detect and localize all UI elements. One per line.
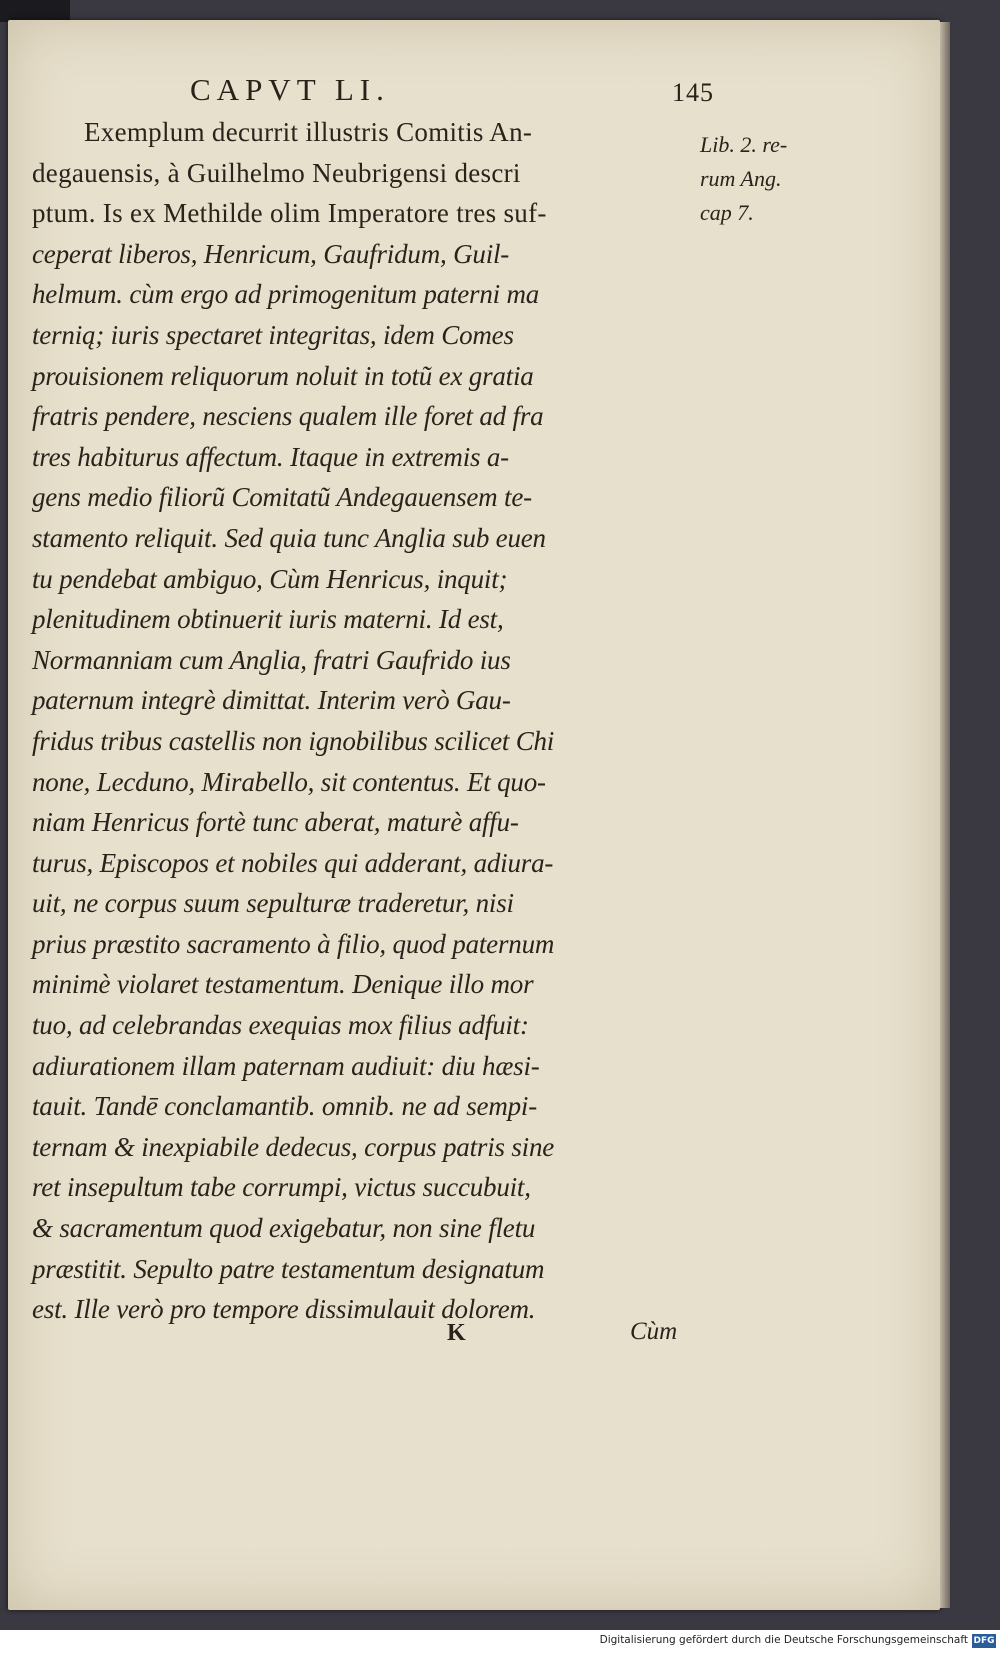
text-line: ret insepultum tabe corrumpi, victus succubuit,	[32, 1172, 531, 1203]
text-line: minimè violaret testamentum. Denique illo mor	[32, 969, 534, 1000]
text-line: fratris pendere, nesciens qualem ille foret ad fra	[32, 401, 544, 432]
page-number: 145	[672, 78, 714, 107]
digitization-footer	[0, 1630, 1000, 1653]
signature-mark: K	[447, 1320, 466, 1346]
text-line: tres habiturus affectum. Itaque in extremis a-	[32, 441, 509, 472]
text-line: tauit. Tandē conclamantib. omnib. ne ad sempi-	[32, 1091, 538, 1122]
marginal-line: cap 7.	[700, 200, 754, 225]
scan-top-strip	[0, 0, 70, 22]
text-line: plenitudinem obtinuerit iuris materni. Id est,	[32, 604, 504, 635]
text-line: tuo, ad celebrandas exequias mox filius adfuit:	[32, 1010, 529, 1041]
text-line: niam Henricus fortè tunc aberat, maturè affu-	[32, 807, 519, 838]
funding-credit: Digitalisierung gefördert durch die Deutsche Forschungsgemeinschaft	[599, 1634, 968, 1646]
running-header	[190, 72, 714, 112]
text-line: stamento reliquit. Sed quia tunc Anglia sub euen	[32, 522, 546, 553]
text-line: ternam & inexpiabile dedecus, corpus patris sine	[32, 1131, 555, 1162]
text-line: paternum integrè dimittat. Interim verò Gau-	[32, 685, 511, 716]
text-line: fridus tribus castellis non ignobilibus scilicet Chi	[32, 725, 555, 756]
chapter-title: CAPVT LI.	[190, 72, 390, 107]
text-line: prius præstito sacramento à filio, quod paternum	[32, 928, 555, 959]
text-line: turus, Episcopos et nobiles qui adderant, adiura-	[32, 847, 554, 878]
marginal-note	[700, 128, 830, 230]
text-line: Exemplum decurrit illustris Comitis An-	[84, 117, 533, 147]
text-line: gens medio filiorũ Comitatũ Andegauensem te-	[32, 482, 532, 513]
text-line: & sacramentum quod exigebatur, non sine fletu	[32, 1213, 536, 1244]
text-line: degauensis, à Guilhelmo Neubrigensi descri	[32, 157, 521, 188]
marginal-line: Lib. 2. re-	[700, 132, 788, 157]
text-line: ceperat liberos, Henricum, Gaufridum, Guil-	[32, 238, 510, 269]
page-edge	[940, 22, 950, 1608]
text-line: ptum. Is ex Methilde olim Imperatore tres suf-	[32, 198, 547, 229]
text-line: tu pendebat ambiguo, Cùm Henricus, inquit;	[32, 563, 508, 594]
text-line: none, Lecduno, Mirabello, sit contentus. Et quo-	[32, 766, 546, 797]
text-line: Normanniam cum Anglia, fratri Gaufrido ius	[32, 644, 511, 675]
text-line: prouisionem reliquorum noluit in totũ ex gratia	[32, 360, 534, 391]
text-line: est. Ille verò pro tempore dissimulauit dolorem.	[32, 1294, 536, 1325]
text-line: helmum. cùm ergo ad primogenitum paterni ma	[32, 279, 540, 310]
dfg-logo: DFG	[973, 1636, 995, 1646]
text-line: uit, ne corpus suum sepulturæ traderetur, nisi	[32, 888, 514, 919]
body-text	[32, 112, 697, 1330]
marginal-line: rum Ang.	[700, 166, 782, 191]
text-line: ternią; iuris spectaret integritas, idem Comes	[32, 319, 514, 350]
catchword: Cùm	[630, 1318, 678, 1345]
text-line: præstitit. Sepulto patre testamentum designatum	[32, 1253, 545, 1284]
text-line: adiurationem illam paternam audiuit: diu hæsi-	[32, 1050, 540, 1081]
